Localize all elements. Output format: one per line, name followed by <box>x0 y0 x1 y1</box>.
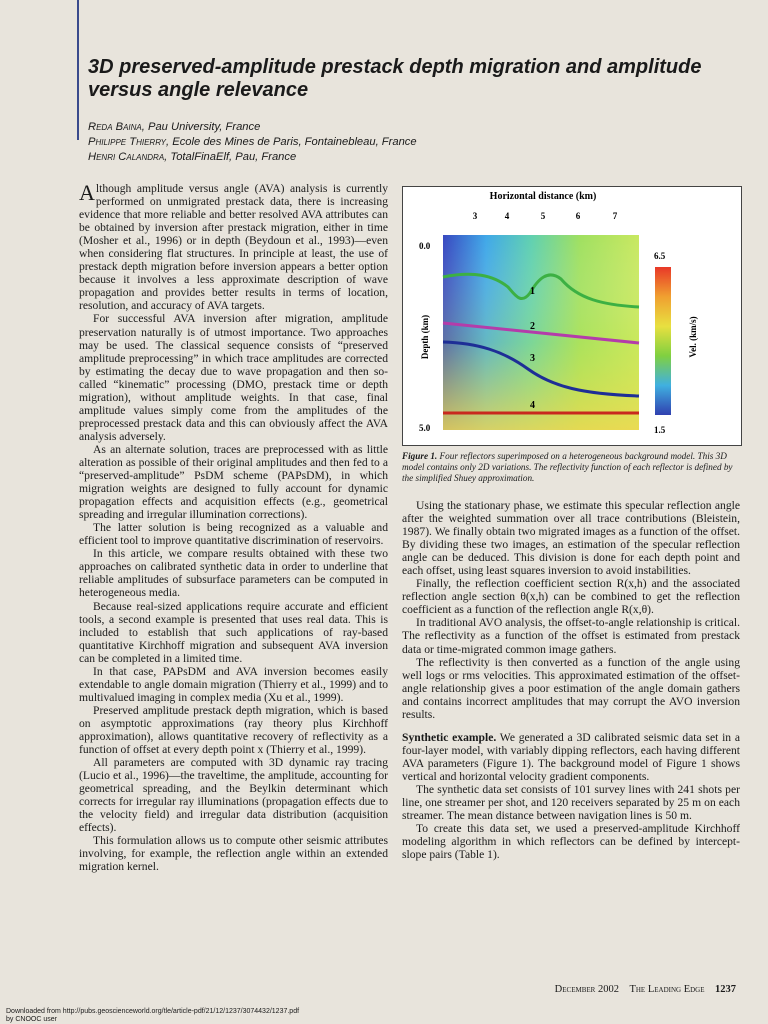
author-line <box>88 135 688 150</box>
drop-cap: A <box>79 180 95 205</box>
figure-1 <box>402 186 742 446</box>
download-user: by CNOOC user <box>6 1016 57 1023</box>
page-footer <box>555 984 736 995</box>
issue-date: December 2002 <box>554 984 619 995</box>
author-line <box>88 120 688 135</box>
x-axis-label: Horizontal distance (km) <box>489 191 597 202</box>
download-notice <box>6 1008 299 1024</box>
author-line <box>88 150 688 165</box>
paragraph: Although amplitude versus angle (AVA) analysis is currently performed on unmigrated prestack data, there is increasing evidence that more reliable and better resolved AVA attributes can be obtained by inversion after prestack migration, either in time (Mosher et al., 1996) or in depth (Beydoun et al., 1993)—even when considering flat structures. In principle at least, the use of prestack depth migration before inversion appears a better option because it involves a less approximate description of wave propagation and provides better results in terms of location, resolution, and accuracy of AVA targets. <box>79 180 388 313</box>
left-column <box>79 182 388 873</box>
x-tick-label: 5 <box>540 211 546 221</box>
reflector-2-label: 2 <box>530 321 535 332</box>
color-scale-min: 1.5 <box>654 425 666 435</box>
author-name: Reda Baina <box>88 121 142 133</box>
paragraph: The reflectivity is then converted as a function of the angle using well logs or rms velocities. This approximated estimation of the offset-angle relationship gives a poor estimation of the angle domain gathers and contains incorrect amplitudes that may corrupt the AVO inversion results. <box>402 655 740 721</box>
paragraph: As an alternate solution, traces are preprocessed with as little alteration as possible of their original amplitudes and then fed to a “preserved-amplitude” PsDM scheme (PAPsDM), in which migration weights are designed to fully account for dynamic propagation effects and acquisition effects (e.g., geometrical spreading and irregular illumination corrections). <box>79 442 388 522</box>
y-bottom-label: 5.0 <box>419 423 431 433</box>
color-scale-label: Vel. (km/s) <box>688 316 698 358</box>
color-scale-max: 6.5 <box>654 251 666 261</box>
paragraph: Preserved amplitude prestack depth migration, which is based on asymptotic approximations (ray theory plus Kirchhoff approximation), allows quantitative recovery of reflectivity as a function of offset at every depth point x (Thierry et al., 1999). <box>79 703 388 757</box>
reflector-4-label: 4 <box>530 400 535 411</box>
paragraph: Because real-sized applications require accurate and efficient tools, a second example is presented that uses real data. This is included to establish that such applications of ray-based quantitative Kirchhoff migration and subsequent AVA inversion can be completed in a limited time. <box>79 599 388 665</box>
x-tick-label: 3 <box>472 211 478 221</box>
page-number: 1237 <box>715 984 736 995</box>
author-affiliation: , Ecole des Mines de Paris, Fontainebleau, France <box>166 136 417 148</box>
x-tick-label: 4 <box>504 211 510 221</box>
y-top-label: 0.0 <box>419 241 431 251</box>
x-tick-label: 6 <box>575 211 581 221</box>
author-affiliation: , Pau University, France <box>141 121 261 133</box>
margin-rule <box>77 0 79 140</box>
paragraph: Using the stationary phase, we estimate this specular reflection angle after the weighted summation over all trace contributions (Bleistein, 1987). We finally obtain two migrated images as a function of the offset. By dividing these two images, an estimation of the specular reflection angle can be deduced. This division is done for each depth point and each offset, using least squares inversion to avoid instabilities. <box>402 499 740 578</box>
paragraph: In traditional AVO analysis, the offset-to-angle relationship is critical. The reflectivity as a function of the offset is estimated from prestack data or time-migrated common image gathers. <box>402 616 740 656</box>
article-title: 3D preserved-amplitude prestack depth migration and amplitude versus angle relevance <box>88 56 702 101</box>
x-tick-label: 7 <box>612 211 618 221</box>
paragraph: The latter solution is being recognized as a valuable and efficient tool to improve quantitative discrimination of reservoirs. <box>79 521 388 548</box>
caption-text: Four reflectors superimposed on a heterogeneous background model. This 3D model contains only 2D variations. The reflectivity function of each reflector is defined by the simplified Shuey approximation. <box>402 451 733 483</box>
author-affiliation: , TotalFinaElf, Pau, France <box>164 151 297 163</box>
section-gap <box>402 721 740 731</box>
journal-name: The Leading Edge <box>629 984 705 995</box>
author-list <box>88 120 688 165</box>
paragraph: Synthetic example. We generated a 3D calibrated seismic data set in a four-layer model, with variably dipping reflectors, each having different AVA parameters (Figure 1). The background model of Figure 1 shows vertical and horizontal velocity gradient components. <box>402 730 740 783</box>
paragraph: Finally, the reflection coefficient section R(x,h) and the associated reflection angle section θ(x,h) can be combined to get the reflection coefficient as a function of the reflection angle R(x,θ). <box>402 577 740 617</box>
paragraph: The synthetic data set consists of 101 survey lines with 241 shots per line, one streamer per shot, and 120 receivers separated by 25 m on each streamer. The mean distance between navigation lines is 50 m. <box>402 782 740 823</box>
figure-caption <box>402 451 740 484</box>
download-link[interactable]: Downloaded from http://pubs.geoscienceworld.org/tle/article-pdf/21/12/1237/3074432/1237.pdf <box>6 1008 300 1015</box>
y-axis-label: Depth (km) <box>420 314 430 360</box>
paragraph: In that case, PAPsDM and AVA inversion becomes easily extendable to angle domain migration (Thierry et al., 1999) and to multivalued imaging in complex media (Xu et al., 1999). <box>79 664 388 704</box>
paragraph: To create this data set, we used a preserved-amplitude Kirchhoff modeling algorithm in which reflectors can be defined by intercept-slope pairs (Table 1). <box>402 822 740 862</box>
paragraph: This formulation allows us to compute other seismic attributes involving, for example, the reflection angle within an extended migration kernel. <box>79 834 388 874</box>
paragraph: All parameters are computed with 3D dynamic ray tracing (Lucio et al., 1996)—the traveltime, the amplitude, accounting for geometrical spreading, and the Beylkin determinant which corrects for irregular ray illuminations (propagation effects due to the velocity field) and irregular data distribution (acquisition effects). <box>79 756 388 835</box>
figure-label: Figure 1. <box>402 451 438 461</box>
reflector-1-label: 1 <box>530 286 535 297</box>
paragraph: In this article, we compare results obtained with these two approaches on calibrated synthetic data in order to underline that reliable amplitudes of subsurface parameters can be computed in heterogeneous media. <box>79 547 388 600</box>
reflector-3-label: 3 <box>530 353 535 364</box>
velocity-model-plot <box>403 187 741 445</box>
color-scale-bar <box>655 267 671 415</box>
section-heading: Synthetic example. <box>402 730 497 744</box>
paragraph: For successful AVA inversion after migration, amplitude preservation naturally is of utmost importance. Two approaches may be used. The classical sequence consists of “preserved amplitude preprocessing” in which trace amplitudes are corrected by estimating the decay due to wave propagation and then so-called “kinematic” processing (DMO, prestack time or depth migration), without amplitude weights. In that case, final amplitude values simply come from the amplitudes of the preprocessed prestack data and this can obviously affect the AVA analysis adversely. <box>79 312 388 443</box>
author-name: Philippe Thierry <box>88 136 167 148</box>
right-column <box>402 499 740 861</box>
author-name: Henri Calandra <box>88 151 165 163</box>
